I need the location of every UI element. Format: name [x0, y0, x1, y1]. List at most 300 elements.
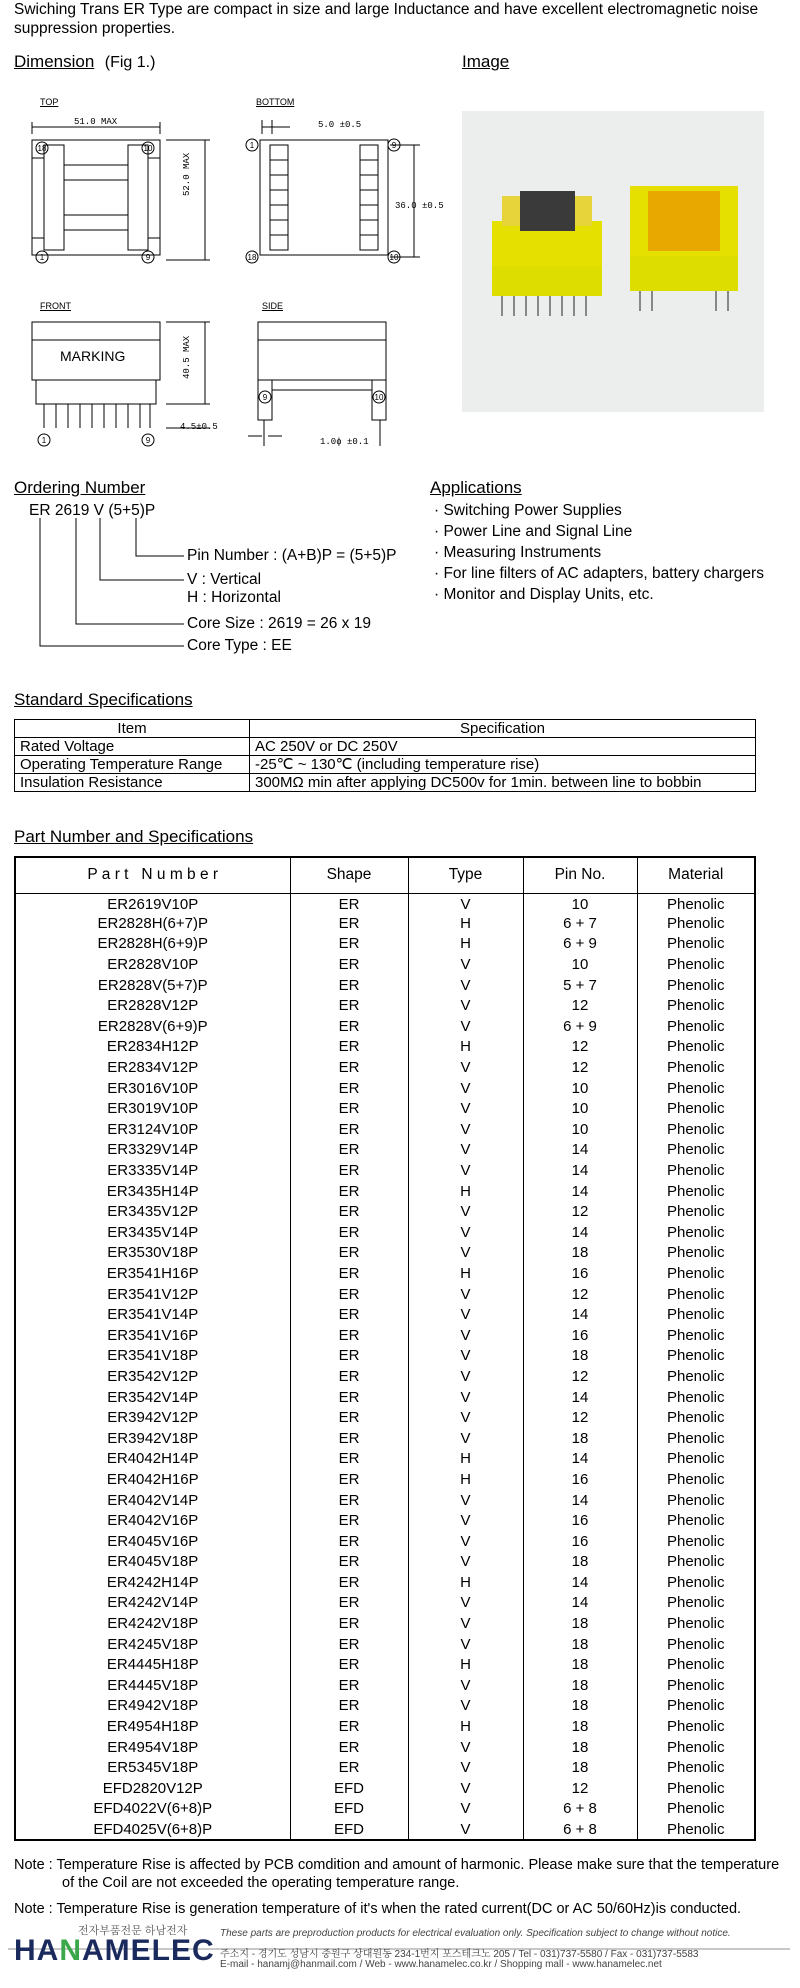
table-row: [15, 955, 755, 976]
pin-label: 9: [145, 253, 151, 262]
table-cell: ER3942V18P: [15, 1428, 290, 1449]
table-row: [15, 1593, 755, 1614]
table-cell: Phenolic: [637, 1408, 755, 1429]
pin-label: 10: [389, 253, 399, 262]
table-cell: ER: [290, 1161, 408, 1182]
table-row: [15, 1037, 755, 1058]
table-cell: Phenolic: [637, 1202, 755, 1223]
table-row: [15, 1408, 755, 1429]
table-row: [15, 1634, 755, 1655]
table-cell: Phenolic: [637, 1161, 755, 1182]
table-cell: V: [408, 1120, 523, 1141]
table-cell: V: [408, 1593, 523, 1614]
table-cell: ER: [290, 1140, 408, 1161]
table-cell: Phenolic: [637, 1078, 755, 1099]
table-row: [15, 1717, 755, 1738]
ordering-heading: Ordering Number: [14, 478, 146, 497]
table-row: [15, 1820, 755, 1841]
table-cell: ER: [290, 1058, 408, 1079]
pin-label: 9: [145, 436, 151, 445]
table-cell: ER2834V12P: [15, 1058, 290, 1079]
table-cell: V: [408, 893, 523, 914]
table-cell: Phenolic: [637, 1820, 755, 1841]
table-cell: ER: [290, 975, 408, 996]
table-cell: Phenolic: [637, 1346, 755, 1367]
table-cell: Phenolic: [637, 1655, 755, 1676]
table-cell: ER: [290, 1490, 408, 1511]
table-cell: Phenolic: [637, 1737, 755, 1758]
table-cell: ER4954H18P: [15, 1717, 290, 1738]
table-row: [15, 1758, 755, 1779]
table-cell: H: [408, 1449, 523, 1470]
table-cell: H: [408, 934, 523, 955]
table-row: [15, 1202, 755, 1223]
table-cell: H: [408, 1573, 523, 1594]
table-row: [15, 1676, 755, 1697]
table-cell: 12: [523, 1779, 637, 1800]
table-row: [15, 1284, 755, 1305]
table-cell: ER4042H14P: [15, 1449, 290, 1470]
table-cell: ER3530V18P: [15, 1243, 290, 1264]
table-cell: ER5345V18P: [15, 1758, 290, 1779]
table-cell: 14: [523, 1140, 637, 1161]
table-cell: ER: [290, 1078, 408, 1099]
table-cell: ER3542V12P: [15, 1367, 290, 1388]
code-v: V: [93, 502, 104, 519]
table-cell: ER4042V16P: [15, 1511, 290, 1532]
table-cell: 6 + 8: [523, 1799, 637, 1820]
table-cell: Phenolic: [637, 1140, 755, 1161]
table-cell: ER4242V14P: [15, 1593, 290, 1614]
table-cell: V: [408, 1305, 523, 1326]
table-cell: Phenolic: [637, 1799, 755, 1820]
table-cell: ER: [290, 934, 408, 955]
table-cell: V: [408, 1325, 523, 1346]
view-side-label: SIDE: [262, 301, 284, 311]
table-cell: ER2828V10P: [15, 955, 290, 976]
table-cell: V: [408, 1696, 523, 1717]
table-cell: ER3942V12P: [15, 1408, 290, 1429]
table-cell: V: [408, 1490, 523, 1511]
table-row: [15, 1696, 755, 1717]
table-cell: Phenolic: [637, 914, 755, 935]
table-cell: ER4045V16P: [15, 1531, 290, 1552]
notes: [14, 1856, 794, 1926]
table-row: [15, 1243, 755, 1264]
table-row: [15, 1305, 755, 1326]
order-vertical: V : Vertical: [187, 571, 262, 588]
intro-text: Swiching Trans ER Type are compact in size and large Inductance and have excellent electromagnetic noise suppression properties.: [14, 1, 759, 37]
parts-heading: Part Number and Specifications: [14, 827, 254, 846]
applications-heading: Applications: [430, 478, 522, 497]
code-size: 2619: [54, 502, 90, 519]
table-cell: Phenolic: [637, 1470, 755, 1491]
table-cell: ER3335V14P: [15, 1161, 290, 1182]
standard-spec-table: [14, 719, 756, 792]
table-row: [15, 1223, 755, 1244]
table-cell: -25℃ ~ 130℃ (including temperature rise): [250, 756, 756, 774]
table-cell: 14: [523, 1593, 637, 1614]
parts-table: [14, 856, 756, 1841]
table-cell: Rated Voltage: [15, 738, 250, 756]
table-cell: H: [408, 1037, 523, 1058]
table-cell: V: [408, 1387, 523, 1408]
table-cell: V: [408, 1367, 523, 1388]
pin-label: 9: [262, 393, 268, 402]
table-cell: V: [408, 1428, 523, 1449]
table-cell: 12: [523, 996, 637, 1017]
list-item: · Measuring Instruments: [434, 544, 602, 561]
table-cell: 10: [523, 1099, 637, 1120]
table-cell: ER4042V14P: [15, 1490, 290, 1511]
table-cell: EFD4025V(6+8)P: [15, 1820, 290, 1841]
table-cell: V: [408, 1017, 523, 1038]
table-row: [15, 1099, 755, 1120]
table-cell: ER4042H16P: [15, 1470, 290, 1491]
table-cell: V: [408, 1140, 523, 1161]
table-cell: ER: [290, 1017, 408, 1038]
table-cell: H: [408, 1470, 523, 1491]
table-cell: Phenolic: [637, 1223, 755, 1244]
footer-contact: E-mail - hanamj@hanmail.com / Web - www.hanamelec.co.kr / Shopping mall - www.hanamelec.net: [220, 1959, 662, 1970]
table-cell: 18: [523, 1758, 637, 1779]
table-cell: ER: [290, 1367, 408, 1388]
table-cell: 18: [523, 1243, 637, 1264]
code-prefix: ER: [29, 502, 51, 519]
table-cell: Phenolic: [637, 1490, 755, 1511]
table-cell: ER: [290, 1284, 408, 1305]
ordering-connectors: [0, 518, 200, 648]
table-cell: V: [408, 996, 523, 1017]
table-row: [15, 1161, 755, 1182]
table-row: [15, 1531, 755, 1552]
table-cell: ER: [290, 1449, 408, 1470]
table-cell: Phenolic: [637, 1531, 755, 1552]
table-row: [15, 1017, 755, 1038]
table-cell: V: [408, 975, 523, 996]
table-cell: V: [408, 1552, 523, 1573]
table-row: [15, 1614, 755, 1635]
table-cell: ER3016V10P: [15, 1078, 290, 1099]
order-core-size: Core Size : 2619 = 26 x 19: [187, 615, 371, 632]
table-row: [15, 996, 755, 1017]
table-cell: V: [408, 1058, 523, 1079]
table-cell: V: [408, 1676, 523, 1697]
table-row: [15, 738, 756, 756]
table-cell: 18: [523, 1696, 637, 1717]
table-cell: V: [408, 1223, 523, 1244]
table-cell: ER3019V10P: [15, 1099, 290, 1120]
table-cell: V: [408, 1799, 523, 1820]
table-cell: 10: [523, 893, 637, 914]
table-cell: Phenolic: [637, 1779, 755, 1800]
table-cell: H: [408, 914, 523, 935]
table-cell: 12: [523, 1284, 637, 1305]
table-cell: Phenolic: [637, 1696, 755, 1717]
table-row: [15, 1120, 755, 1141]
table-cell: EFD: [290, 1779, 408, 1800]
table-cell: ER2828H(6+7)P: [15, 914, 290, 935]
table-cell: ER3124V10P: [15, 1120, 290, 1141]
table-cell: Phenolic: [637, 1243, 755, 1264]
table-row: [15, 1737, 755, 1758]
table-row: [15, 774, 756, 792]
table-cell: ER: [290, 1223, 408, 1244]
pin-label: 9: [391, 141, 397, 150]
table-cell: 14: [523, 1387, 637, 1408]
table-row: [15, 1552, 755, 1573]
table-row: [15, 1264, 755, 1285]
table-cell: ER: [290, 914, 408, 935]
table-cell: ER2828V(6+9)P: [15, 1017, 290, 1038]
table-cell: ER4942V18P: [15, 1696, 290, 1717]
table-cell: 12: [523, 1367, 637, 1388]
table-cell: EFD4022V(6+8)P: [15, 1799, 290, 1820]
order-core-type: Core Type : EE: [187, 637, 292, 654]
table-row: [15, 1078, 755, 1099]
table-cell: V: [408, 1820, 523, 1841]
table-cell: 16: [523, 1511, 637, 1532]
column-header: Material: [637, 857, 755, 893]
table-cell: ER: [290, 1737, 408, 1758]
table-cell: 18: [523, 1428, 637, 1449]
view-front-label: FRONT: [40, 301, 71, 311]
table-cell: ER3541V12P: [15, 1284, 290, 1305]
table-cell: ER: [290, 1758, 408, 1779]
table-cell: ER2828V(5+7)P: [15, 975, 290, 996]
dim-top-width: 51.0 MAX: [74, 117, 118, 127]
table-row: [15, 1470, 755, 1491]
table-cell: Phenolic: [637, 1552, 755, 1573]
table-cell: Phenolic: [637, 1325, 755, 1346]
table-cell: ER: [290, 1037, 408, 1058]
image-heading: Image: [462, 52, 510, 71]
table-cell: V: [408, 1284, 523, 1305]
table-cell: ER3329V14P: [15, 1140, 290, 1161]
dim-front-pin: 4.5±0.5: [180, 422, 218, 432]
table-cell: Phenolic: [637, 1305, 755, 1326]
table-cell: ER: [290, 1325, 408, 1346]
table-cell: H: [408, 1181, 523, 1202]
table-cell: 18: [523, 1655, 637, 1676]
table-cell: ER3541H16P: [15, 1264, 290, 1285]
table-row: [15, 1140, 755, 1161]
table-cell: Insulation Resistance: [15, 774, 250, 792]
table-cell: ER: [290, 1573, 408, 1594]
dim-bottom-pitch: 5.0 ±0.5: [318, 120, 362, 130]
table-cell: ER3541V18P: [15, 1346, 290, 1367]
view-top-label: TOP: [40, 97, 59, 107]
dim-side-pin: 1.0ϕ ±0.1: [320, 437, 369, 447]
note-text: Note : Temperature Rise is generation temperature of it's when the rated current(DC or AC 50/60Hz)is conducted.: [14, 1901, 742, 1917]
table-cell: ER: [290, 1181, 408, 1202]
table-cell: ER: [290, 1346, 408, 1367]
table-row: [15, 1490, 755, 1511]
table-cell: ER2619V10P: [15, 893, 290, 914]
pin-label: 10: [374, 393, 384, 402]
pin-label: 18: [37, 144, 47, 153]
logo-ha: HA: [14, 1934, 60, 1967]
standard-heading: Standard Specifications: [14, 690, 193, 709]
table-cell: Phenolic: [637, 1181, 755, 1202]
table-cell: EFD2820V12P: [15, 1779, 290, 1800]
table-cell: 12: [523, 1408, 637, 1429]
table-cell: V: [408, 1737, 523, 1758]
table-cell: 12: [523, 1202, 637, 1223]
pin-label: 1: [41, 436, 47, 445]
order-horizontal: H : Horizontal: [187, 589, 281, 606]
table-row: [15, 756, 756, 774]
table-row: [15, 1346, 755, 1367]
table-cell: ER3541V14P: [15, 1305, 290, 1326]
column-header: Specification: [250, 720, 756, 738]
table-cell: ER4954V18P: [15, 1737, 290, 1758]
table-cell: ER: [290, 1120, 408, 1141]
table-cell: ER2828V12P: [15, 996, 290, 1017]
view-bottom-label: BOTTOM: [256, 97, 295, 107]
table-cell: V: [408, 1243, 523, 1264]
order-pin-number: Pin Number : (A+B)P = (5+5)P: [187, 547, 397, 564]
table-cell: 18: [523, 1552, 637, 1573]
table-cell: 6 + 8: [523, 1820, 637, 1841]
table-cell: 14: [523, 1573, 637, 1594]
table-cell: 16: [523, 1470, 637, 1491]
column-header: Type: [408, 857, 523, 893]
table-cell: ER: [290, 1717, 408, 1738]
table-cell: Phenolic: [637, 1387, 755, 1408]
table-cell: ER: [290, 1696, 408, 1717]
table-cell: ER: [290, 1634, 408, 1655]
table-row: [15, 1799, 755, 1820]
table-cell: Operating Temperature Range: [15, 756, 250, 774]
table-cell: Phenolic: [637, 1367, 755, 1388]
table-cell: 16: [523, 1531, 637, 1552]
table-cell: V: [408, 1346, 523, 1367]
table-cell: ER: [290, 955, 408, 976]
table-cell: 18: [523, 1676, 637, 1697]
table-cell: V: [408, 955, 523, 976]
table-cell: Phenolic: [637, 1449, 755, 1470]
table-cell: V: [408, 1202, 523, 1223]
table-cell: ER2828H(6+9)P: [15, 934, 290, 955]
table-cell: 6 + 7: [523, 914, 637, 935]
table-cell: Phenolic: [637, 1428, 755, 1449]
footer-disclaimer: These parts are preproduction products for electrical evaluation only. Specification subject to change without notice.: [220, 1928, 731, 1939]
table-cell: H: [408, 1264, 523, 1285]
table-cell: ER4242V18P: [15, 1614, 290, 1635]
table-cell: ER: [290, 1387, 408, 1408]
parts-table-body: [15, 893, 755, 1840]
table-cell: ER: [290, 1593, 408, 1614]
table-cell: Phenolic: [637, 1511, 755, 1532]
column-header: Shape: [290, 857, 408, 893]
table-cell: 14: [523, 1181, 637, 1202]
table-cell: 16: [523, 1264, 637, 1285]
table-cell: 5 + 7: [523, 975, 637, 996]
table-cell: H: [408, 1655, 523, 1676]
table-cell: Phenolic: [637, 1593, 755, 1614]
dim-bottom-height: 36.0 ±0.5: [395, 201, 444, 211]
table-cell: 14: [523, 1449, 637, 1470]
table-cell: V: [408, 1531, 523, 1552]
table-cell: 16: [523, 1325, 637, 1346]
table-cell: H: [408, 1717, 523, 1738]
table-cell: Phenolic: [637, 1614, 755, 1635]
table-row: [15, 1325, 755, 1346]
table-cell: ER: [290, 1511, 408, 1532]
table-row: [15, 914, 755, 935]
table-cell: ER4445H18P: [15, 1655, 290, 1676]
table-cell: EFD: [290, 1820, 408, 1841]
table-cell: Phenolic: [637, 1058, 755, 1079]
table-cell: ER: [290, 1264, 408, 1285]
table-cell: Phenolic: [637, 1017, 755, 1038]
table-cell: Phenolic: [637, 1676, 755, 1697]
table-cell: 300MΩ min after applying DC500v for 1min. between line to bobbin: [250, 774, 756, 792]
table-cell: ER: [290, 1099, 408, 1120]
applications-list: [434, 500, 764, 605]
table-cell: 18: [523, 1614, 637, 1635]
dimension-section: [14, 52, 155, 72]
table-cell: 10: [523, 1078, 637, 1099]
table-cell: ER: [290, 1428, 408, 1449]
column-header: Item: [15, 720, 250, 738]
dimension-drawing: [0, 90, 450, 460]
table-row: [15, 893, 755, 914]
pin-label: 10: [143, 144, 153, 153]
table-cell: Phenolic: [637, 1284, 755, 1305]
table-cell: ER: [290, 1614, 408, 1635]
table-cell: 12: [523, 1058, 637, 1079]
pin-label: 18: [247, 253, 257, 262]
note-text: Note : Temperature Rise is affected by PCB comdition and amount of harmonic. Please make sure that the temperature of the Coil are not exceeded the operating temperature range.: [14, 1857, 780, 1891]
table-cell: ER4245V18P: [15, 1634, 290, 1655]
table-cell: V: [408, 1078, 523, 1099]
pin-label: 1: [39, 253, 45, 262]
logo-amelec: AMELEC: [82, 1934, 215, 1967]
table-cell: ER2834H12P: [15, 1037, 290, 1058]
table-row: [15, 1387, 755, 1408]
table-cell: V: [408, 1634, 523, 1655]
table-cell: ER3435V12P: [15, 1202, 290, 1223]
product-photo: [462, 111, 764, 412]
table-cell: ER: [290, 1408, 408, 1429]
table-cell: 12: [523, 1037, 637, 1058]
table-cell: ER: [290, 1470, 408, 1491]
table-row: [15, 1181, 755, 1202]
column-header: Pin No.: [523, 857, 637, 893]
table-row: [15, 1449, 755, 1470]
footer-address: 주소지 - 경기도 성남시 중원구 상대원동 234-1번지 포스테크노 205 / Tel - 031)737-5580 / Fax - 031)737-5583: [220, 1949, 699, 1960]
code-pins: (5+5)P: [108, 502, 156, 519]
column-header: P a r t N u m b e r: [15, 857, 290, 893]
table-cell: ER3541V16P: [15, 1325, 290, 1346]
table-cell: Phenolic: [637, 1037, 755, 1058]
table-cell: 14: [523, 1161, 637, 1182]
table-cell: Phenolic: [637, 955, 755, 976]
table-cell: ER4445V18P: [15, 1676, 290, 1697]
table-cell: 6 + 9: [523, 1017, 637, 1038]
table-cell: ER: [290, 1655, 408, 1676]
table-cell: V: [408, 1758, 523, 1779]
table-cell: Phenolic: [637, 1634, 755, 1655]
table-cell: V: [408, 1779, 523, 1800]
table-cell: V: [408, 1408, 523, 1429]
logo-n: N: [59, 1934, 83, 1967]
table-cell: ER: [290, 1531, 408, 1552]
table-cell: V: [408, 1099, 523, 1120]
table-cell: Phenolic: [637, 1099, 755, 1120]
